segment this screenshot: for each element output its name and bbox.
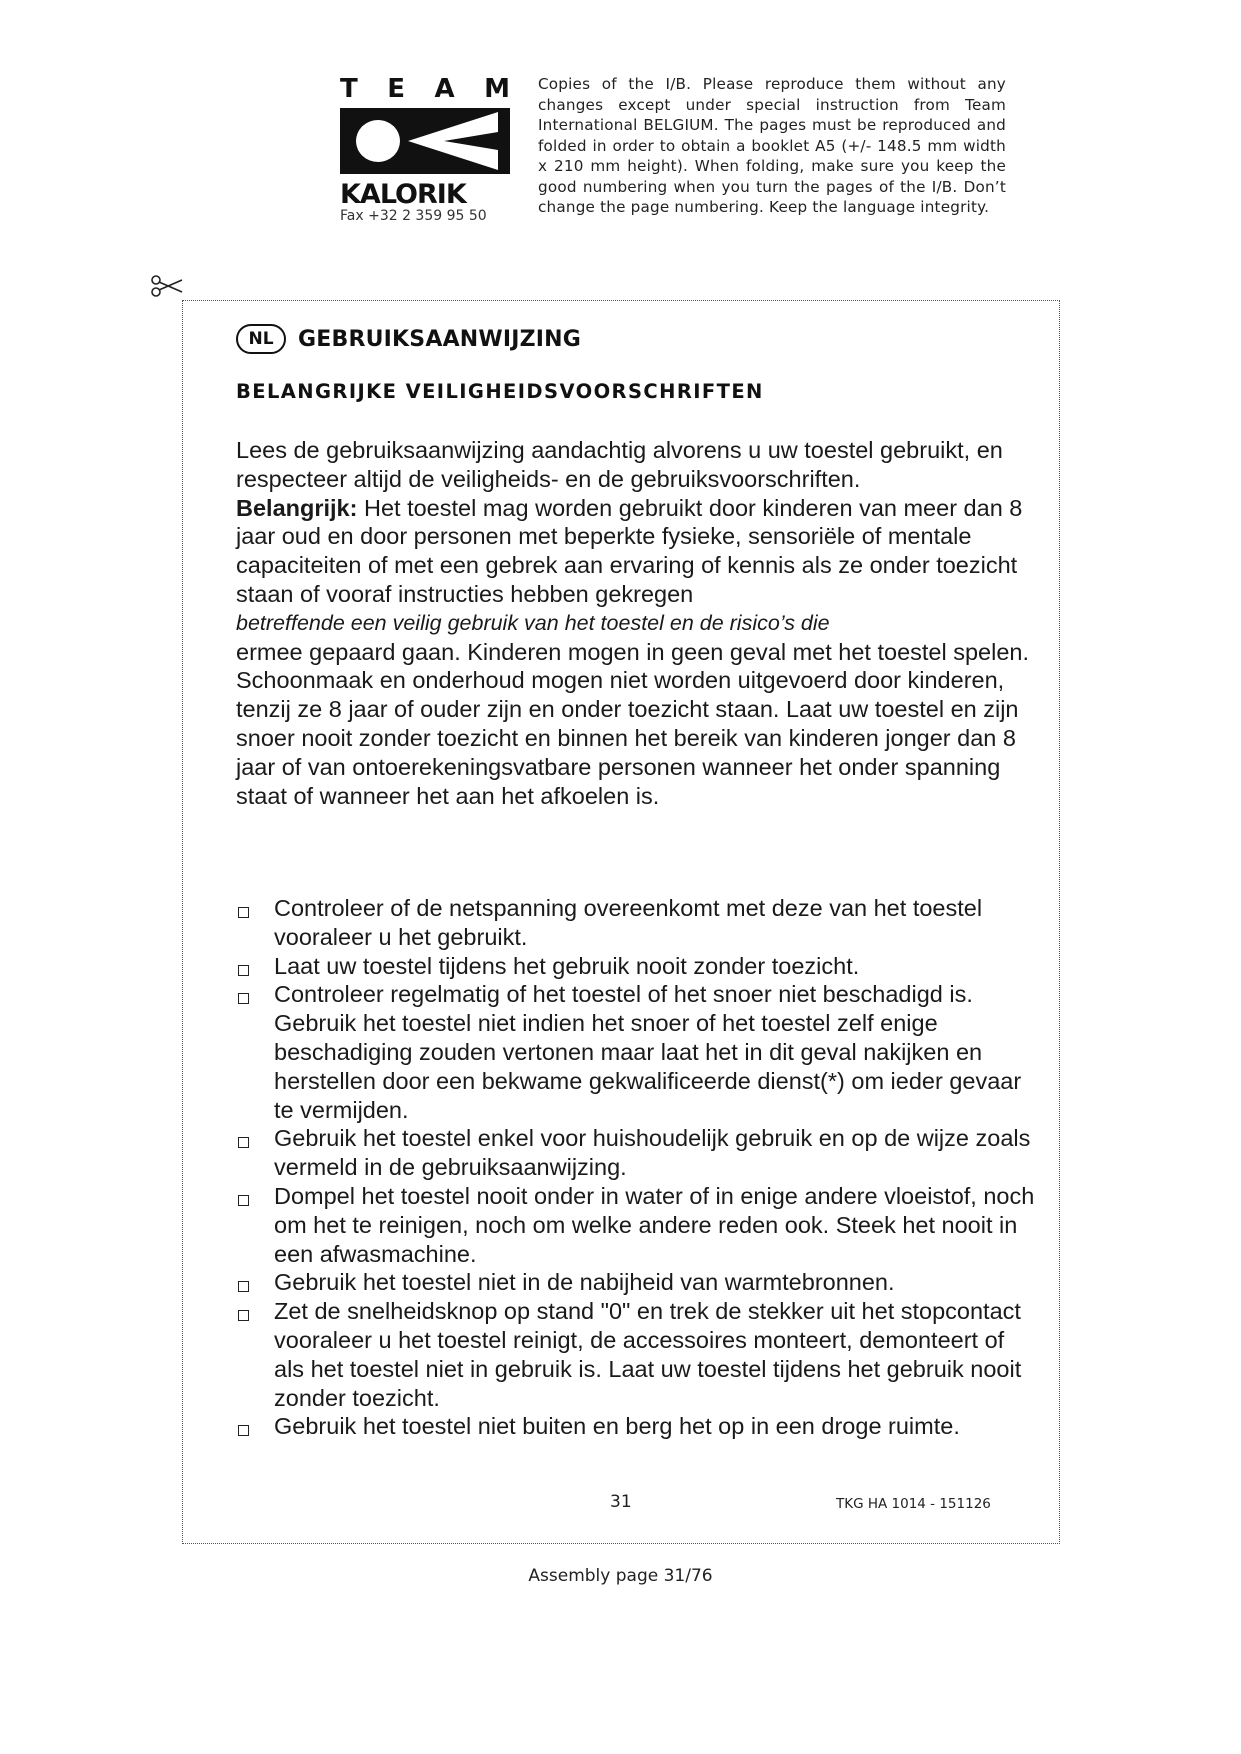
list-item (236, 952, 1036, 981)
section-heading (236, 324, 581, 354)
list-item-text: Laat uw toestel tijdens het gebruik nooit zonder toezicht. (274, 952, 860, 979)
kalorik-k-icon (340, 108, 510, 174)
important-text: Het toestel mag worden gebruikt door kinderen van meer dan 8 jaar oud en door personen met beperkte fysieke, sensoriële of mentale capaciteiten of met een gebrek aan ervaring of kennis als ze onder toezicht staan of vooraf instructies hebben gekregen (236, 494, 1023, 607)
list-item (236, 1297, 1036, 1412)
list-item-text: Gebruik het toestel niet buiten en berg het op in een droge ruimte. (274, 1413, 960, 1440)
document-reference: TKG HA 1014 - 151126 (836, 1496, 991, 1512)
list-item (236, 980, 1036, 1124)
list-item (236, 894, 1036, 952)
checkbox-bullet-icon (238, 993, 249, 1004)
list-item (236, 1268, 1036, 1297)
logo-brand-text: KALORIK (340, 179, 466, 210)
important-label: Belangrijk: (236, 494, 358, 521)
scissors-icon (150, 272, 184, 298)
fax-number: Fax +32 2 359 95 50 (340, 208, 487, 224)
list-item (236, 1124, 1036, 1182)
list-item-text: Zet de snelheidsknop op stand "0" en trek de stekker uit het stopcontact vooraleer u het toestel reinigt, de accessoires monteert, demonteert of als het toestel niet in gebruik is. Laat uw toestel tijdens het gebruik nooit zonder toezicht. (274, 1298, 1022, 1411)
checkbox-bullet-icon (238, 907, 249, 918)
list-item-text: Gebruik het toestel niet in de nabijheid van warmtebronnen. (274, 1269, 895, 1296)
checkbox-bullet-icon (238, 1425, 249, 1436)
checkbox-bullet-icon (238, 1281, 249, 1292)
important-italic-line: betreffende een veilig gebruik van het toestel en de risico’s die (236, 610, 830, 635)
important-paragraph (236, 494, 1036, 609)
page-number: 31 (610, 1492, 632, 1512)
language-badge: NL (236, 324, 286, 354)
safety-subtitle: BELANGRIJKE VEILIGHEIDSVOORSCHRIFTEN (236, 380, 764, 403)
list-item-text: Controleer regelmatig of het toestel of het snoer niet beschadigd is. Gebruik het toestel niet indien het snoer of het toestel zelf enige beschadiging zouden vertonen maar laat het in dit geval nakijken en herstellen door een bekwame gekwalificeerde dienst(*) om ieder gevaar te vermijden. (274, 981, 1022, 1123)
brand-logo (340, 76, 510, 210)
list-item-text: Dompel het toestel nooit onder in water of in enige andere vloeistof, noch om het te reinigen, noch om welke andere reden ook. Steek het nooit in een afwasmachine. (274, 1182, 1035, 1267)
list-item (236, 1412, 1036, 1441)
intro-text (236, 436, 1036, 810)
safety-bullet-list (236, 894, 1036, 1441)
checkbox-bullet-icon (238, 1310, 249, 1321)
checkbox-bullet-icon (238, 1137, 249, 1148)
intro-paragraph: Lees de gebruiksaanwijzing aandachtig alvorens u uw toestel gebruikt, en respecteer altijd de veiligheids- en de gebruiksvoorschriften. (236, 437, 1003, 492)
list-item-text: Controleer of de netspanning overeenkomt met deze van het toestel vooraleer u het gebruikt. (274, 895, 983, 950)
list-item-text: Gebruik het toestel enkel voor huishoudelijk gebruik en op de wijze zoals vermeld in de gebruiksaanwijzing. (274, 1125, 1031, 1181)
logo-team-text: T E A M (340, 74, 510, 104)
important-continuation: ermee gepaard gaan. Kinderen mogen in geen geval met het toestel spelen. Schoonmaak en onderhoud mogen niet worden uitgevoerd door kinderen, tenzij ze 8 jaar of ouder zijn en onder toezicht staan. Laat uw toestel en zijn snoer nooit zonder toezicht en binnen het bereik van kinderen jonger dan 8 jaar of van ontoerekeningsvatbare personen wanneer het onder spanning staat of wanneer het aan het afkoelen is. (236, 638, 1030, 809)
page-title: GEBRUIKSAANWIJZING (298, 326, 582, 352)
list-item (236, 1182, 1036, 1268)
reproduction-notice: Copies of the I/B. Please reproduce them without any changes except under special instruction from Team International BELGIUM. The pages must be reproduced and folded in order to obtain a booklet A5 (+/- 148.5 mm width x 210 mm height). When folding, make sure you keep the good numbering when you turn the pages of the I/B. Don’t change the page numbering. Keep the language integrity. (538, 75, 1006, 216)
assembly-page-label: Assembly page 31/76 (528, 1566, 713, 1586)
checkbox-bullet-icon (238, 1195, 249, 1206)
checkbox-bullet-icon (238, 965, 249, 976)
